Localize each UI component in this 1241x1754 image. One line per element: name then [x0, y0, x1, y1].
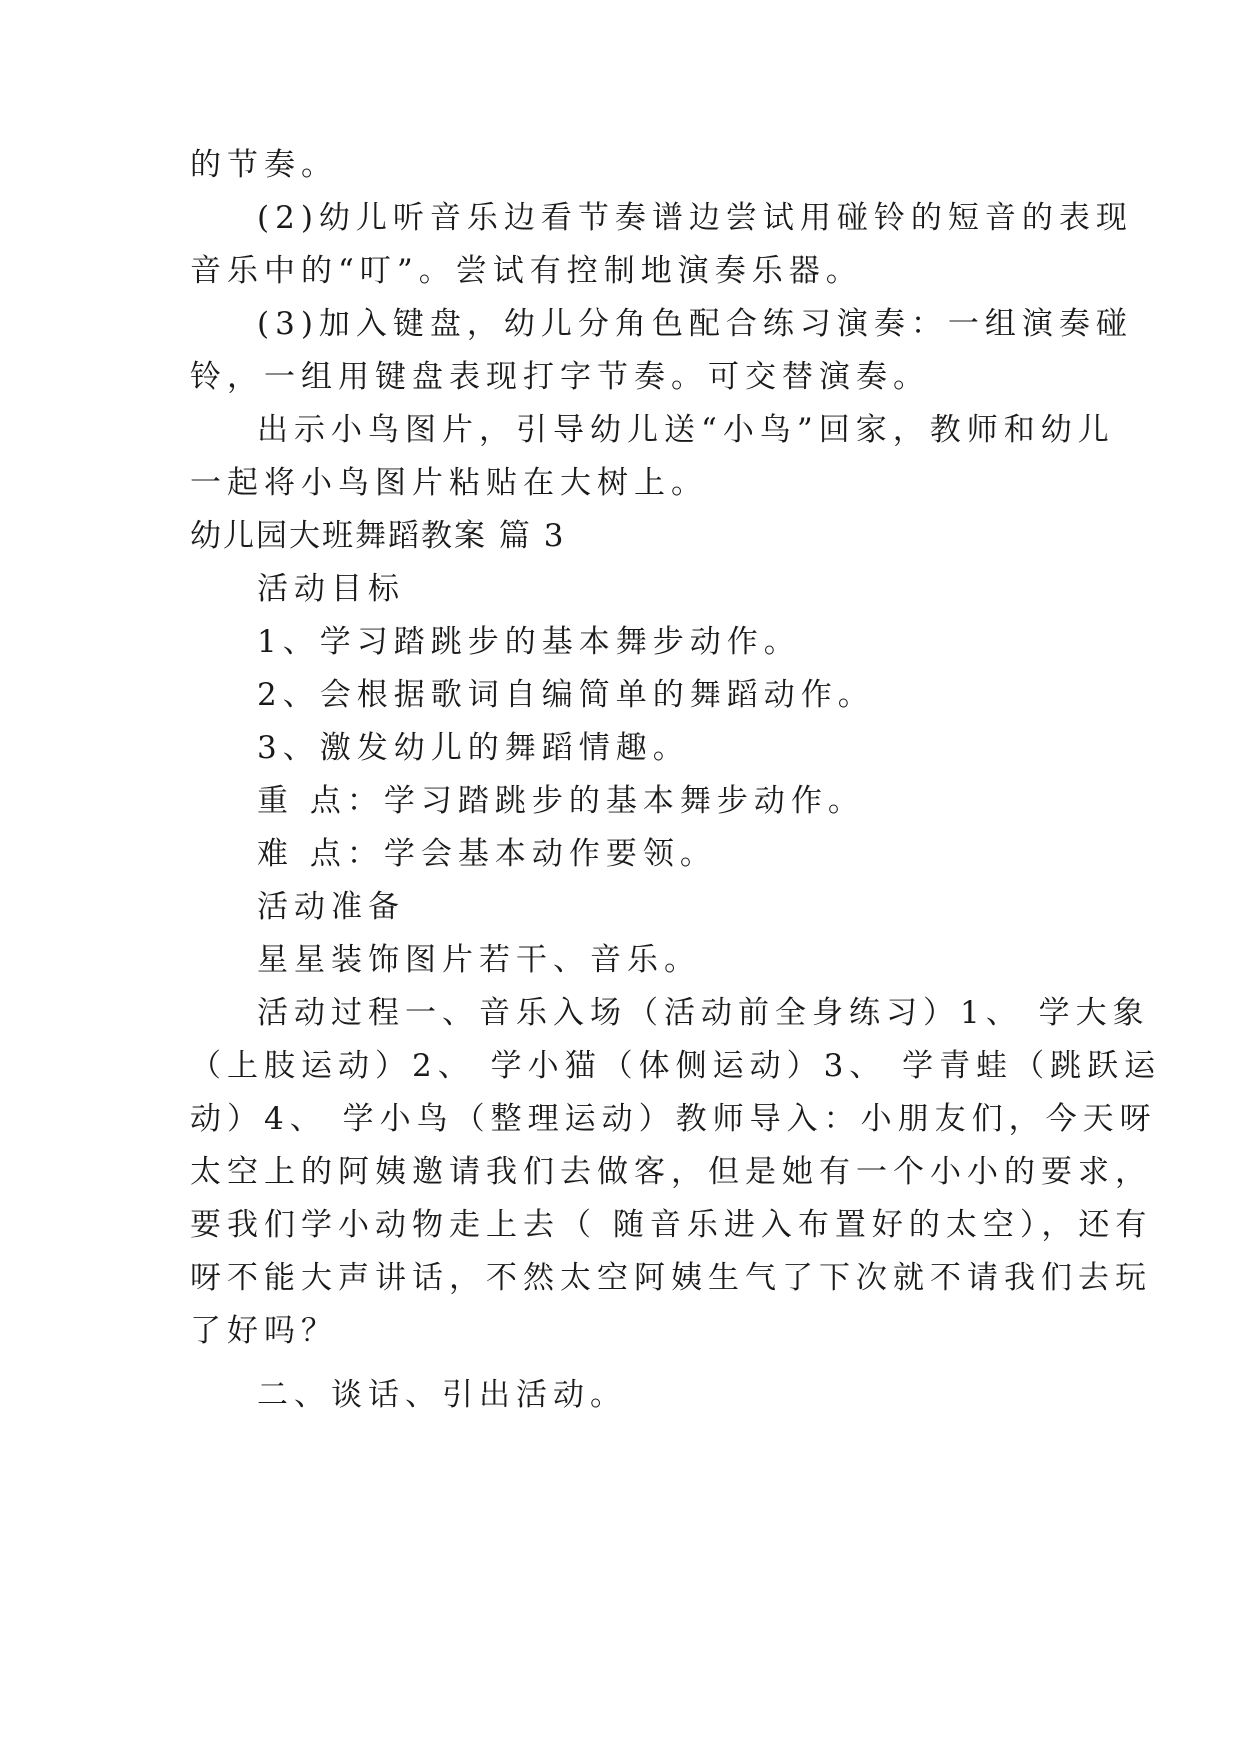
text-line: 的节奏。 [190, 147, 338, 183]
text-line: 活动过程一、音乐入场（活动前全身练习）1、 学大象 [257, 995, 1150, 1031]
text-line: 重 点：学习踏跳步的基本舞步动作。 [257, 783, 865, 819]
text-line: 1、学习踏跳步的基本舞步动作。 [257, 624, 801, 660]
text-line: 星星装饰图片若干、音乐。 [257, 942, 701, 978]
text-line: 要我们学小动物走上去（ 随音乐进入布置好的太空），还有 [190, 1207, 1153, 1243]
text-line: 了好吗？ [190, 1313, 338, 1349]
section-heading: 幼儿园大班舞蹈教案 篇 3 [190, 518, 566, 554]
text-line: 铃，一组用键盘表现打字节奏。可交替演奏。 [190, 359, 930, 395]
text-line: (3)加入键盘，幼儿分角色配合练习演奏：一组演奏碰 [257, 306, 1133, 342]
text-line: 3、激发幼儿的舞蹈情趣。 [257, 730, 690, 766]
text-line: （上肢运动）2、 学小猫（体侧运动）3、 学青蛙（跳跃运 [190, 1048, 1162, 1084]
text-line: 2、会根据歌词自编简单的舞蹈动作。 [257, 677, 875, 713]
text-line: 难 点：学会基本动作要领。 [257, 836, 717, 872]
text-line: 活动目标 [257, 571, 405, 607]
text-line: 一起将小鸟图片粘贴在大树上。 [190, 465, 708, 501]
text-line: 动）4、 学小鸟（整理运动）教师导入：小朋友们，今天呀 [190, 1101, 1157, 1137]
text-line: (2)幼儿听音乐边看节奏谱边尝试用碰铃的短音的表现 [257, 200, 1133, 236]
text-line: 活动准备 [257, 889, 405, 925]
text-line: 音乐中的“叮”。尝试有控制地演奏乐器。 [190, 253, 863, 289]
text-line: 太空上的阿姨邀请我们去做客，但是她有一个小小的要求， [190, 1154, 1152, 1190]
text-line: 二、谈话、引出活动。 [257, 1377, 627, 1413]
text-line: 出示小鸟图片，引导幼儿送“小鸟”回家，教师和幼儿 [257, 412, 1115, 448]
text-line: 呀不能大声讲话，不然太空阿姨生气了下次就不请我们去玩 [190, 1260, 1152, 1296]
